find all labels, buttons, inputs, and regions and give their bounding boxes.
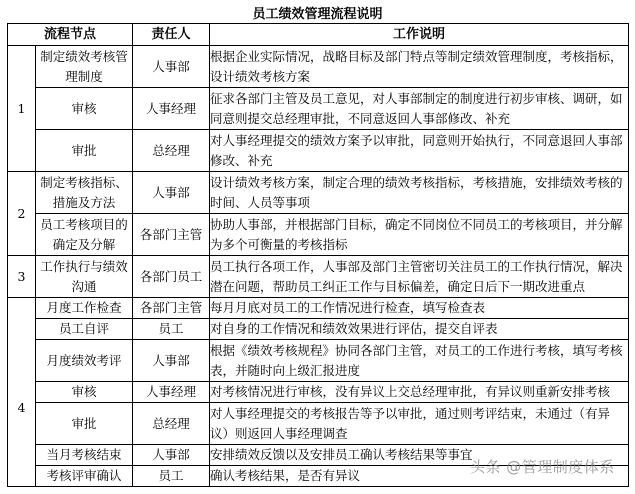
header-work-description: 工作说明 xyxy=(210,24,629,46)
owner: 总经理 xyxy=(133,130,210,172)
table-row xyxy=(8,172,629,214)
process-node: 工作执行与绩效沟通 xyxy=(36,256,133,298)
table-row xyxy=(8,382,629,403)
process-node: 制定考核指标、措施及方法 xyxy=(36,172,133,214)
process-table xyxy=(7,23,629,487)
owner: 总经理 xyxy=(133,403,210,445)
work-description: 安排绩效反馈以及安排员工确认考核结果等事宜 xyxy=(210,445,629,466)
work-description: 对人事经理提交的绩效方案予以审批，同意则开始执行，不同意退回人事部修改、补充 xyxy=(210,130,629,172)
table-row xyxy=(8,130,629,172)
work-description: 确认考核结果，是否有异议 xyxy=(210,466,629,487)
work-description: 对考核情况进行审核，没有异议上交总经理审批，有异议则重新安排考核 xyxy=(210,382,629,403)
owner: 人事部 xyxy=(133,445,210,466)
table-header-row xyxy=(8,24,629,46)
table-row xyxy=(8,46,629,88)
table-row xyxy=(8,214,629,256)
table-row xyxy=(8,88,629,130)
owner: 人事部 xyxy=(133,340,210,382)
work-description: 对人事经理提交的考核报告等予以审批，通过则考评结束，未通过（有异议）则返回人事经理调查 xyxy=(210,403,629,445)
process-node: 当月考核结束 xyxy=(36,445,133,466)
work-description: 每月月底对员工的工作情况进行检查，填写检查表 xyxy=(210,298,629,319)
work-description: 员工执行各项工作，人事部及部门主管密切关注员工的工作执行情况，解决潜在问题，帮助员工纠正工作与目标偏差，确定日后下一期改进重点 xyxy=(210,256,629,298)
owner: 人事部 xyxy=(133,46,210,88)
document-title: 员工绩效管理流程说明 xyxy=(252,7,383,22)
owner: 人事经理 xyxy=(133,382,210,403)
owner: 各部门主管 xyxy=(133,214,210,256)
group-number: 4 xyxy=(8,298,36,487)
owner: 各部门主管 xyxy=(133,298,210,319)
group-number: 2 xyxy=(8,172,36,256)
watermark: 头条 @管理制度体系 xyxy=(470,458,615,476)
process-node: 审核 xyxy=(36,88,133,130)
process-node: 月度工作检查 xyxy=(36,298,133,319)
work-description: 设计绩效考核方案，制定合理的绩效考核指标，考核措施，安排绩效考核的时间、人员等事项 xyxy=(210,172,629,214)
header-owner: 责任人 xyxy=(133,24,210,46)
work-description: 征求各部门主管及员工意见，对人事部制定的制度进行初步审核、调研，如同意则提交总经理审批，不同意返回人事部修改、补充 xyxy=(210,88,629,130)
process-node: 审核 xyxy=(36,382,133,403)
owner: 人事经理 xyxy=(133,88,210,130)
process-node: 审批 xyxy=(36,403,133,445)
process-node: 月度绩效考评 xyxy=(36,340,133,382)
work-description: 对自身的工作情况和绩效效果进行评估，提交自评表 xyxy=(210,319,629,340)
work-description: 根据《绩效考核规程》协同各部门主管，对员工的工作进行考核，填写考核表，并随时向上级汇报进度 xyxy=(210,340,629,382)
group-number: 3 xyxy=(8,256,36,298)
table-row xyxy=(8,340,629,382)
process-node: 员工考核项目的确定及分解 xyxy=(36,214,133,256)
owner: 人事部 xyxy=(133,172,210,214)
table-row xyxy=(8,403,629,445)
table-row xyxy=(8,319,629,340)
owner: 员工 xyxy=(133,319,210,340)
work-description: 协助人事部，并根据部门目标，确定不同岗位不同员工的考核项目，并分解为多个可衡量的考核指标 xyxy=(210,214,629,256)
group-number: 1 xyxy=(8,46,36,172)
header-process-node: 流程节点 xyxy=(8,24,133,46)
table-row xyxy=(8,298,629,319)
process-node: 考核评审确认 xyxy=(36,466,133,487)
owner: 各部门员工 xyxy=(133,256,210,298)
process-node: 制定绩效考核管理制度 xyxy=(36,46,133,88)
process-node: 审批 xyxy=(36,130,133,172)
owner: 员工 xyxy=(133,466,210,487)
table-row xyxy=(8,256,629,298)
process-node: 员工自评 xyxy=(36,319,133,340)
work-description: 根据企业实际情况，战略目标及部门特点等制定绩效管理制度，考核指标，设计绩效考核方案 xyxy=(210,46,629,88)
